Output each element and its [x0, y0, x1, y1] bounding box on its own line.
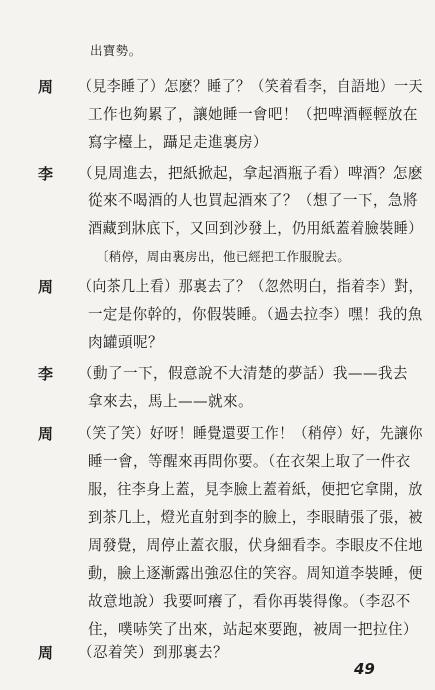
text-line: 服，往李身上蓋，見李臉上蓋着紙，便把它拿開，放 [88, 481, 423, 498]
speaker-label: 周 [38, 278, 54, 296]
text-line: 酒藏到牀底下，又回到沙發上，仍用紙蓋着臉裝睡） [88, 220, 423, 237]
text-line: 從來不喝酒的人也買起酒來了？（想了一下，急將 [88, 192, 418, 209]
text-line: （向茶几上看）那裏去了？（忽然明白，指着李）對， [78, 278, 423, 295]
text-line: （動了一下，假意說不大清楚的夢話）我——我去 [78, 365, 408, 382]
text-line: 工作也夠累了，讓她睡一會吧！（把啤酒輕輕放在 [88, 106, 418, 123]
text-line: 寫字檯上，躡足走進裏房） [88, 134, 268, 151]
stage-direction: 〔稍停，周由裏房出，他已經把工作服脫去。 [96, 249, 351, 264]
text-line: 住，噗哧笑了出來，站起來要跑，被周一把拉住） [88, 621, 418, 638]
text-line: 拿來去，馬上——就來。 [88, 393, 253, 410]
text-line: 到茶几上，燈光直射到李的臉上，李眼睛張了張，被 [88, 509, 423, 526]
page-number: 49 [354, 660, 375, 678]
speaker-label: 周 [38, 644, 54, 662]
text-line: 肉罐頭呢？ [88, 334, 163, 351]
text-line: 一定是你幹的，你假裝睡。（過去拉李）嘿！我的魚 [88, 306, 423, 323]
text-line: （忍着笑）到那裏去？ [78, 644, 228, 661]
speaker-label: 李 [38, 365, 54, 383]
speaker-label: 李 [38, 165, 54, 183]
text-line: 動，臉上逐漸露出強忍住的笑容。周知道李裝睡，便 [88, 565, 423, 582]
speaker-label: 周 [38, 425, 54, 443]
text-line: 周發覺，周停止蓋衣服，伏身細看李。李眼皮不住地 [88, 537, 423, 554]
text-line: （見李睡了）怎麽？睡了？（笑着看李，自語地）一天 [78, 78, 423, 95]
text-line: 睡一會，等醒來再問你要。（在衣架上取了一件衣 [88, 453, 411, 470]
text-line: 出寶勢。 [90, 43, 142, 58]
text-line: （笑了笑）好呀！睡覺還要工作！（稍停）好，先讓你 [78, 425, 423, 442]
text-line: 故意地說）我要呵癢了，看你再裝得像。（李忍不 [88, 593, 411, 610]
text-line: （見周進去，把紙掀起，拿起酒瓶子看）啤酒？怎麽 [78, 165, 423, 182]
speaker-label: 周 [38, 78, 54, 96]
